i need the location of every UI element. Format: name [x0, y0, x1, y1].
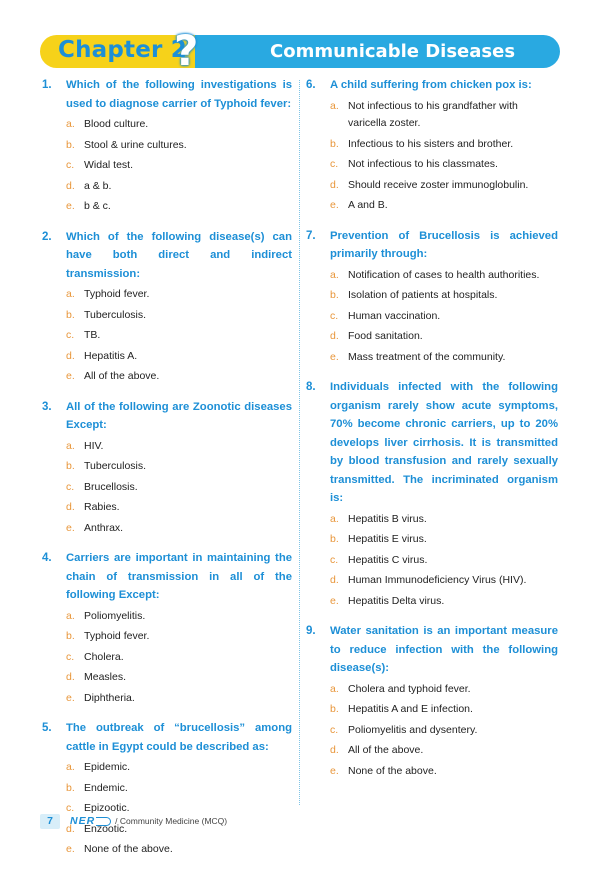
option-letter: d. — [66, 671, 75, 683]
answer-option — [66, 628, 292, 646]
answer-option — [330, 177, 558, 195]
option-letter: a. — [66, 118, 75, 130]
option-text: Poliomyelitis and dysentery. — [348, 723, 478, 736]
answer-option — [66, 479, 292, 497]
question-number: 1. — [42, 79, 52, 91]
option-letter: b. — [330, 533, 339, 545]
option-text: All of the above. — [348, 744, 424, 756]
brand-arrow-icon — [96, 817, 111, 826]
answer-option — [66, 649, 292, 667]
option-letter: a. — [66, 288, 75, 300]
question-number: 4. — [42, 552, 52, 564]
option-letter: a. — [330, 99, 339, 112]
option-letter: e. — [66, 521, 75, 534]
option-text: Hepatitis A. — [84, 349, 138, 362]
option-text: Infectious to his sisters and brother. — [348, 137, 514, 150]
option-text: Rabies. — [84, 501, 120, 513]
answer-option — [66, 198, 292, 216]
answer-option — [330, 267, 558, 285]
option-letter: b. — [66, 630, 75, 642]
option-letter: d. — [66, 822, 75, 835]
option-text: Epidemic. — [84, 761, 131, 773]
option-letter: d. — [66, 179, 75, 192]
answer-option — [330, 197, 558, 215]
question-text: Individuals infected with the following organism rarely show acute symptoms, 70% become chronic carriers, up to 20% develops liver cirrhosis. It is transmitted by blood transfusion and rarely sexually transmitted. The incriminated organism is: — [330, 381, 558, 504]
answer-option — [66, 759, 292, 777]
answer-option — [330, 572, 558, 590]
option-text: Should receive zoster immunoglobulin. — [348, 178, 529, 191]
option-text: Notification of cases to health authorities. — [348, 268, 540, 281]
answer-option — [330, 722, 558, 740]
question-number: 6. — [306, 79, 316, 91]
option-text: Measles. — [84, 671, 127, 683]
option-letter: c. — [66, 329, 75, 341]
option-text: Hepatitis Delta virus. — [348, 594, 445, 607]
option-letter: d. — [66, 349, 75, 362]
answer-option — [66, 178, 292, 196]
question — [42, 76, 292, 216]
answer-option — [66, 841, 292, 859]
option-letter: b. — [66, 460, 75, 472]
answer-option — [330, 552, 558, 570]
option-letter: c. — [330, 553, 339, 566]
option-letter: e. — [330, 350, 339, 363]
option-text: Not infectious to his classmates. — [348, 158, 498, 170]
option-letter: b. — [66, 781, 75, 794]
option-letter: b. — [66, 138, 75, 151]
option-text: Typhoid fever. — [84, 630, 150, 642]
option-text: b & c. — [84, 200, 111, 212]
option-letter: e. — [330, 594, 339, 607]
answer-option — [330, 531, 558, 549]
question-number: 7. — [306, 229, 316, 242]
answer-option — [66, 327, 292, 345]
option-letter: d. — [66, 501, 75, 513]
question — [42, 719, 292, 859]
option-text: Tuberculosis. — [84, 308, 147, 321]
option-letter: c. — [330, 158, 339, 170]
option-letter: a. — [66, 439, 75, 452]
option-letter: c. — [66, 802, 75, 814]
option-letter: a. — [66, 761, 75, 773]
question-text: Carriers are important in maintaining the chain of transmission in all of the following Except: — [66, 552, 292, 601]
option-text: Brucellosis. — [84, 480, 138, 493]
option-letter: a. — [66, 609, 75, 622]
answer-option — [66, 348, 292, 366]
option-letter: b. — [66, 308, 75, 321]
option-text: HIV. — [84, 439, 104, 452]
option-letter: e. — [330, 764, 339, 777]
answer-option — [66, 307, 292, 325]
option-text: Diphtheria. — [84, 691, 135, 704]
answer-option — [330, 328, 558, 346]
option-letter: c. — [330, 723, 339, 736]
question-text: A child suffering from chicken pox is: — [330, 79, 532, 91]
question-text: All of the following are Zoonotic diseases Except: — [66, 400, 292, 431]
answer-option — [330, 742, 558, 760]
option-text: Food sanitation. — [348, 330, 423, 342]
option-text: Tuberculosis. — [84, 460, 147, 472]
option-text: Human vaccination. — [348, 309, 441, 322]
answer-option — [66, 116, 292, 134]
answer-option — [330, 681, 558, 699]
option-letter: e. — [66, 691, 75, 704]
question-number: 9. — [306, 625, 316, 637]
option-text: Epizootic. — [84, 802, 130, 814]
option-text: Hepatitis A and E infection. — [348, 703, 473, 715]
question — [42, 398, 292, 538]
answer-option — [66, 780, 292, 798]
answer-option — [66, 669, 292, 687]
question-text: Which of the following disease(s) can have both direct and indirect transmission: — [66, 230, 292, 280]
answer-option — [66, 368, 292, 386]
option-text: TB. — [84, 329, 101, 341]
option-letter: c. — [66, 159, 75, 171]
option-text: Isolation of patients at hospitals. — [348, 289, 498, 301]
option-text: Hepatitis E virus. — [348, 533, 427, 545]
option-text: Cholera. — [84, 650, 124, 663]
option-letter: e. — [66, 843, 75, 855]
answer-option — [66, 286, 292, 304]
left-column — [42, 76, 292, 871]
option-text: Anthrax. — [84, 521, 124, 534]
answer-option — [66, 458, 292, 476]
option-letter: e. — [66, 370, 75, 382]
option-letter: b. — [330, 703, 339, 715]
brand-logo — [70, 815, 111, 827]
question-text: The outbreak of “brucellosis” among cattle in Egypt could be described as: — [66, 722, 292, 753]
option-text: Widal test. — [84, 159, 134, 171]
answer-option — [330, 156, 558, 174]
question-mark-icon: ? — [174, 26, 199, 75]
brand-name: NER — [70, 815, 96, 827]
question-number: 3. — [42, 400, 52, 413]
option-letter: e. — [330, 199, 339, 211]
question — [42, 228, 292, 386]
option-letter: d. — [330, 744, 339, 756]
option-letter: b. — [330, 289, 339, 301]
option-text: Blood culture. — [84, 118, 149, 130]
answer-option — [66, 438, 292, 456]
option-letter: c. — [330, 309, 339, 322]
answer-option — [330, 763, 558, 781]
answer-option — [330, 349, 558, 367]
option-text: a & b. — [84, 179, 112, 192]
option-text: Mass treatment of the community. — [348, 350, 506, 363]
option-letter: d. — [330, 574, 339, 586]
option-letter: c. — [66, 650, 75, 663]
option-letter: b. — [330, 137, 339, 150]
question — [306, 622, 558, 780]
option-text: Stool & urine cultures. — [84, 138, 187, 151]
right-column — [306, 76, 558, 792]
option-text: None of the above. — [348, 764, 437, 777]
option-text: All of the above. — [84, 370, 160, 382]
option-text: None of the above. — [84, 843, 173, 855]
option-letter: d. — [330, 330, 339, 342]
option-letter: c. — [66, 480, 75, 493]
option-letter: d. — [330, 178, 339, 191]
question — [42, 549, 292, 707]
book-subtitle: / Community Medicine (MCQ) — [115, 816, 228, 826]
option-letter: e. — [66, 200, 75, 212]
answer-option — [330, 287, 558, 305]
option-letter: a. — [330, 512, 339, 525]
answer-option — [330, 511, 558, 529]
question-number: 2. — [42, 230, 52, 243]
page-number: 7 — [40, 814, 60, 829]
option-text: Enzootic. — [84, 822, 128, 835]
answer-option — [330, 308, 558, 326]
option-text: Human Immunodeficiency Virus (HIV). — [348, 574, 527, 586]
option-text: Poliomyelitis. — [84, 609, 146, 622]
option-text: Hepatitis C virus. — [348, 553, 428, 566]
question-text: Prevention of Brucellosis is achieved primarily through: — [330, 229, 558, 260]
answer-option — [330, 593, 558, 611]
answer-option — [66, 137, 292, 155]
question — [306, 378, 558, 610]
question — [306, 227, 558, 367]
question-number: 8. — [306, 381, 316, 393]
option-text: Cholera and typhoid fever. — [348, 682, 471, 695]
option-letter: a. — [330, 682, 339, 695]
option-text: Hepatitis B virus. — [348, 512, 427, 525]
answer-option — [330, 98, 558, 133]
answer-option — [66, 157, 292, 175]
question — [306, 76, 558, 215]
option-text: Typhoid fever. — [84, 288, 150, 300]
chapter-label: Chapter 2 — [58, 37, 187, 63]
answer-option — [66, 520, 292, 538]
column-divider — [299, 80, 300, 805]
answer-option — [66, 690, 292, 708]
page-footer — [40, 813, 227, 829]
answer-option — [66, 608, 292, 626]
question-number: 5. — [42, 722, 52, 734]
option-text: Endemic. — [84, 781, 128, 794]
chapter-header — [40, 26, 560, 75]
answer-option — [66, 499, 292, 517]
question-text: Which of the following investigations is used to diagnose carrier of Typhoid fever: — [66, 79, 292, 110]
option-text: Not infectious to his grandfather with varicella zoster. — [348, 99, 518, 129]
option-text: A and B. — [348, 199, 388, 211]
answer-option — [330, 136, 558, 154]
chapter-title: Communicable Diseases — [270, 41, 516, 62]
option-letter: a. — [330, 268, 339, 281]
question-text: Water sanitation is an important measure to reduce infection with the following disease(s): — [330, 625, 558, 674]
answer-option — [330, 701, 558, 719]
